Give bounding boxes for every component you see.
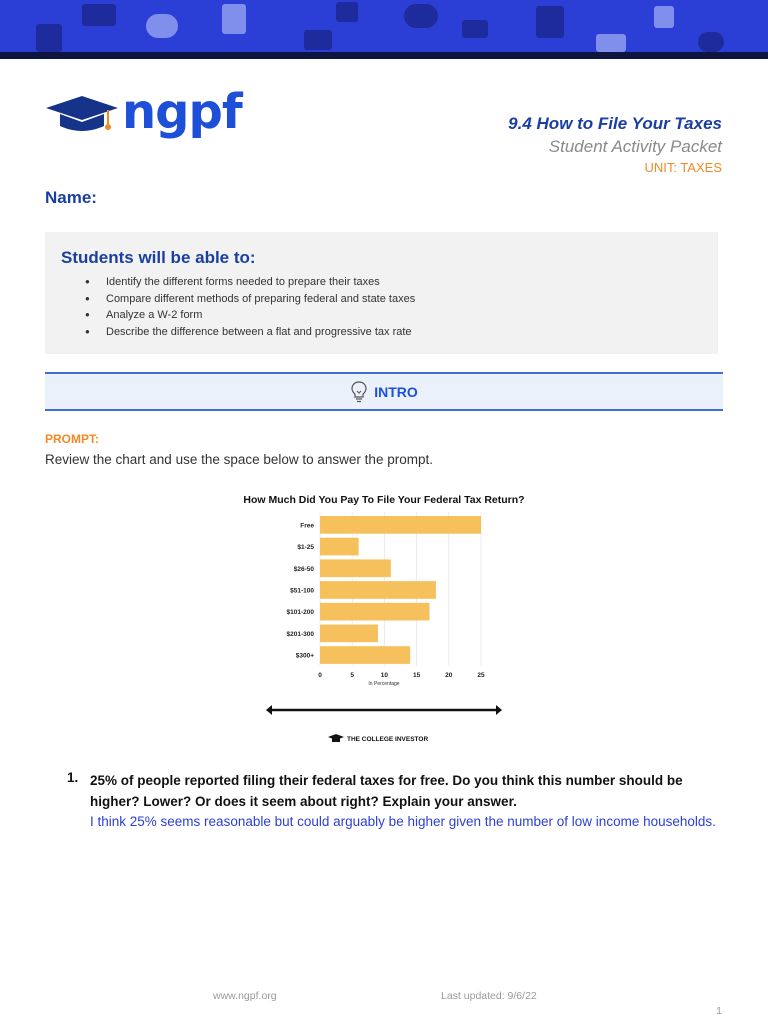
calculator-icon [336, 2, 358, 22]
chart-tick-label-5: 25 [477, 671, 485, 679]
objectives-box [45, 232, 718, 354]
prompt-label: PROMPT: [45, 432, 99, 446]
chart-tick-label-0: 0 [318, 671, 322, 679]
objective-item: ● Compare different methods of preparing federal and state taxes [85, 291, 702, 308]
chart-bar-1 [320, 538, 359, 556]
chart-category-label-3: $51-100 [290, 587, 314, 595]
header-banner [0, 0, 768, 52]
question-number: 1. [67, 770, 79, 785]
piggy-bank-icon [698, 32, 724, 52]
header-divider [0, 52, 768, 59]
piggy-bank-icon [404, 4, 438, 28]
chart-arrow-left-head [266, 705, 272, 715]
chart-category-label-2: $26-50 [293, 565, 314, 573]
intro-label: INTRO [374, 383, 418, 400]
chart-bar-3 [320, 581, 436, 599]
chart-category-label-1: $1-25 [297, 544, 314, 552]
objective-item: ● Identify the different forms needed to prepare their taxes [85, 274, 702, 291]
prompt-text: Review the chart and use the space below to answer the prompt. [45, 452, 433, 467]
chart-arrow-right-head [496, 705, 502, 715]
chart-category-label-4: $101-200 [286, 609, 314, 617]
unit-label: UNIT: TAXES [644, 160, 722, 175]
document-subtitle: Student Activity Packet [548, 137, 722, 156]
chart-bar-4 [320, 603, 429, 621]
ngpf-logo [46, 84, 242, 142]
chart-category-label-0: Free [300, 522, 314, 530]
objective-item: ● Analyze a W-2 form [85, 307, 702, 324]
folder-icon [304, 30, 332, 50]
chart-tick-label-3: 15 [412, 671, 421, 679]
footer-updated: Last updated: 9/6/22 [441, 990, 537, 1002]
intro-section-bar [45, 372, 723, 411]
chart-x-axis-label: In Percentage [368, 681, 400, 687]
chart-source: THE COLLEGE INVESTOR [347, 736, 429, 743]
chart-category-label-6: $300+ [295, 652, 314, 660]
document-icon [36, 24, 62, 52]
lightbulb-icon [350, 380, 368, 404]
logo-text: ngpf [122, 84, 242, 140]
page-number: 1 [716, 1005, 722, 1017]
chart-bar-5 [320, 625, 378, 643]
tax-filing-cost-chart [216, 488, 552, 750]
calculator-icon [654, 6, 674, 28]
chart-tick-label-1: 5 [350, 671, 355, 679]
name-label: Name: [45, 188, 97, 207]
title-block [508, 114, 722, 175]
chart-tick-label-4: 20 [445, 671, 453, 679]
document-title: 9.4 How to File Your Taxes [508, 114, 722, 133]
folder-icon [596, 34, 626, 52]
piggy-bank-icon [146, 14, 178, 38]
chart-tick-label-2: 10 [380, 671, 389, 679]
document-icon [222, 4, 246, 34]
footer-website[interactable]: www.ngpf.org [213, 990, 277, 1002]
chart-bar-0 [320, 516, 481, 534]
calculator-icon [536, 6, 564, 38]
objectives-list [85, 274, 702, 340]
chart-bar-6 [320, 646, 410, 664]
question-text: 25% of people reported filing their federal taxes for free. Do you think this number should be higher? Lower? Or does it seem about right? Explain your answer. [90, 773, 683, 809]
college-investor-logo [328, 734, 344, 742]
answer-text[interactable]: I think 25% seems reasonable but could arguably be higher given the number of low income households. [90, 814, 716, 829]
chart-svg [216, 488, 552, 750]
objective-item: ● Describe the difference between a flat and progressive tax rate [85, 324, 702, 341]
question-1 [67, 770, 727, 832]
chart-bar-2 [320, 559, 391, 577]
objectives-heading: Students will be able to: [61, 248, 256, 267]
folder-icon [462, 20, 488, 38]
chart-category-label-5: $201-300 [286, 630, 314, 638]
chart-title: How Much Did You Pay To File Your Federal Tax Return? [243, 494, 525, 506]
folder-icon [82, 4, 116, 26]
graduation-cap-icon [46, 94, 118, 138]
